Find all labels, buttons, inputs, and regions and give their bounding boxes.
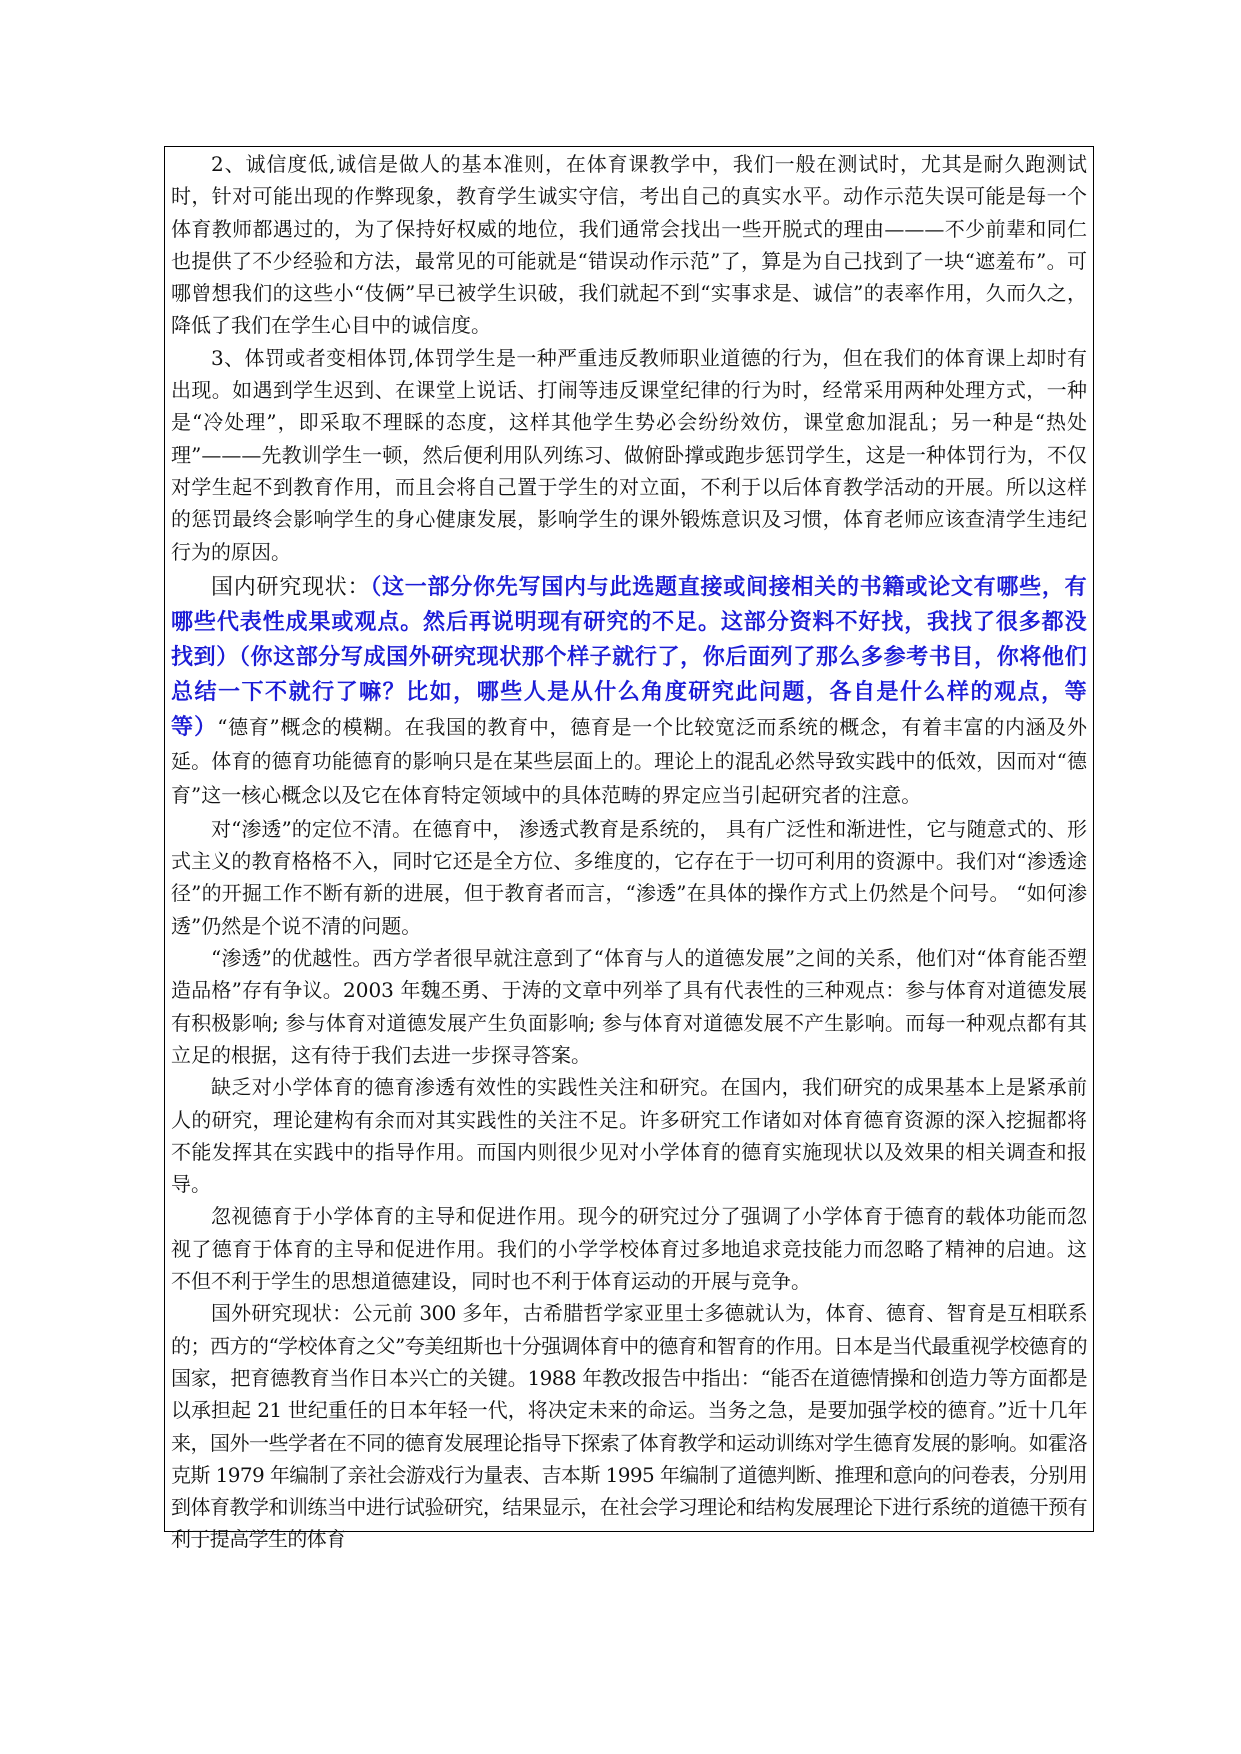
- paragraph-integrity: 2、诚信度低,诚信是做人的基本准则，在体育课教学中，我们一般在测试时，尤其是耐久跑测试时，针对可能出现的作弊现象，教育学生诚实守信，考出自己的真实水平。动作示范失误可能是每一个体育教师都遇过的，为了保持好权威的地位，我们通常会找出一些开脱式的理由———不少前辈和同仁也提供了不少经验和方法，最常见的可能就是“错误动作示范”了，算是为自己找到了一块“遮羞布”。可哪曾想我们的这些小“伎俩”早已被学生识破，我们就起不到“实事求是、诚信”的表率作用，久而久之，降低了我们在学生心目中的诚信度。: [171, 152, 1087, 338]
- paragraph-infiltration-superiority: “渗透”的优越性。西方学者很早就注意到了“体育与人的道德发展”之间的关系，他们对“体育能否塑造品格”存有争议。2003 年魏丕勇、于涛的文章中列举了具有代表性的三种观点：参与体育对道德发展有积极影响; 参与体育对道德发展产生负面影响; 参与体育对道德发展不产生影响。而每一种观点都有其立足的根据，这有待于我们去进一步探寻答案。: [171, 946, 1087, 1067]
- paragraph-foreign-research: 国外研究现状：公元前 300 多年，古希腊哲学家亚里士多德就认为，体育、德育、智育是互相联系的；西方的“学校体育之父”夸美纽斯也十分强调体育中的德育和智育的作用。日本是当代最重视学校德育的国家，把育德教育当作日本兴亡的关键。1988 年教改报告中指出：“能否在道德情操和创造力等方面都是以承担起 21 世纪重任的日本年轻一代，将决定未来的命运。当务之急，是要加强学校的德育。”近十几年来，国外一些学者在不同的德育发展理论指导下探索了体育教学和运动训练对学生德育发展的影响。如霍洛克斯 1979 年编制了亲社会游戏行为量表、吉本斯 1995 年编制了道德判断、推理和意向的问卷表，分别用到体育教学和训练当中进行试验研究，结果显示，在社会学习理论和结构发展理论下进行系统的道德干预有利于提高学生的体育: [171, 1301, 1087, 1552]
- domestic-research-label: 国内研究现状：: [211, 574, 371, 600]
- paragraph-corporal-punishment: 3、体罚或者变相体罚,体罚学生是一种严重违反教师职业道德的行为，但在我们的体育课上却时有出现。如遇到学生迟到、在课堂上说话、打闹等违反课堂纪律的行为时，经常采用两种处理方式，一种是“冷处理”，即采取不理睬的态度，这样其他学生势必会纷纷效仿，课堂愈加混乱；另一种是“热处理”———先教训学生一顿，然后便利用队列练习、做俯卧撑或跑步惩罚学生，这是一种体罚行为，不仅对学生起不到教育作用，而且会将自己置于学生的对立面，不利于以后体育教学活动的开展。所以这样的惩罚最终会影响学生的身心健康发展，影响学生的课外锻炼意识及习惯，体育老师应该查清学生违纪行为的原因。: [171, 345, 1087, 564]
- paragraph-infiltration-positioning: 对“渗透”的定位不清。在德育中， 渗透式教育是系统的， 具有广泛性和渐进性，它与随意式的、形式主义的教育格格不入，同时它还是全方位、多维度的，它存在于一切可利用的资源中。我们对“渗透途径”的开掘工作不断有新的进展，但于教育者而言，“渗透”在具体的操作方式上仍然是个问号。 “如何渗透”仍然是个说不清的问题。: [171, 816, 1087, 938]
- domestic-research-paragraph: [166, 568, 1092, 813]
- paragraph-lack-of-practice-research: 缺乏对小学体育的德育渗透有效性的实践性关注和研究。在国内，我们研究的成果基本上是紧承前人的研究，理论建构有余而对其实践性的关注不足。许多研究工作诸如对体育德育资源的深入挖掘都将不能发挥其在实践中的指导作用。而国内则很少见对小学体育的德育实施现状以及效果的相关调查和报导。: [171, 1075, 1087, 1197]
- reviewer-comment: （这一部分你先写国内与此选题直接或间接相关的书籍或论文有哪些，有哪些代表性成果或观点。然后再说明现有研究的不足。这部分资料不好找，我找了很多都没找到）（你这部分写成国外研究现状那个样子就行了，你后面列了那么多参考书目，你将他们总结一下不就行了嘛？比如，哪些人是从什么角度研究此问题，各自是什么样的观点，等等）: [171, 573, 1087, 740]
- paragraph-ignoring-moral-role: 忽视德育于小学体育的主导和促进作用。现今的研究过分了强调了小学体育于德育的载体功能而忽视了德育于体育的主导和促进作用。我们的小学学校体育过多地追求竞技能力而忽略了精神的启迪。这不但不利于学生的思想道德建设，同时也不利于体育运动的开展与竞争。: [171, 1204, 1087, 1294]
- document-body: [166, 148, 1092, 1556]
- domestic-research-text: “德育”概念的模糊。在我国的教育中，德育是一个比较宽泛而系统的概念，有着丰富的内涵及外延。体育的德育功能德育的影响只是在某些层面上的。理论上的混乱必然导致实践中的低效，因而对“德育”这一核心概念以及它在体育特定领域中的具体范畴的界定应当引起研究者的注意。: [171, 714, 1087, 807]
